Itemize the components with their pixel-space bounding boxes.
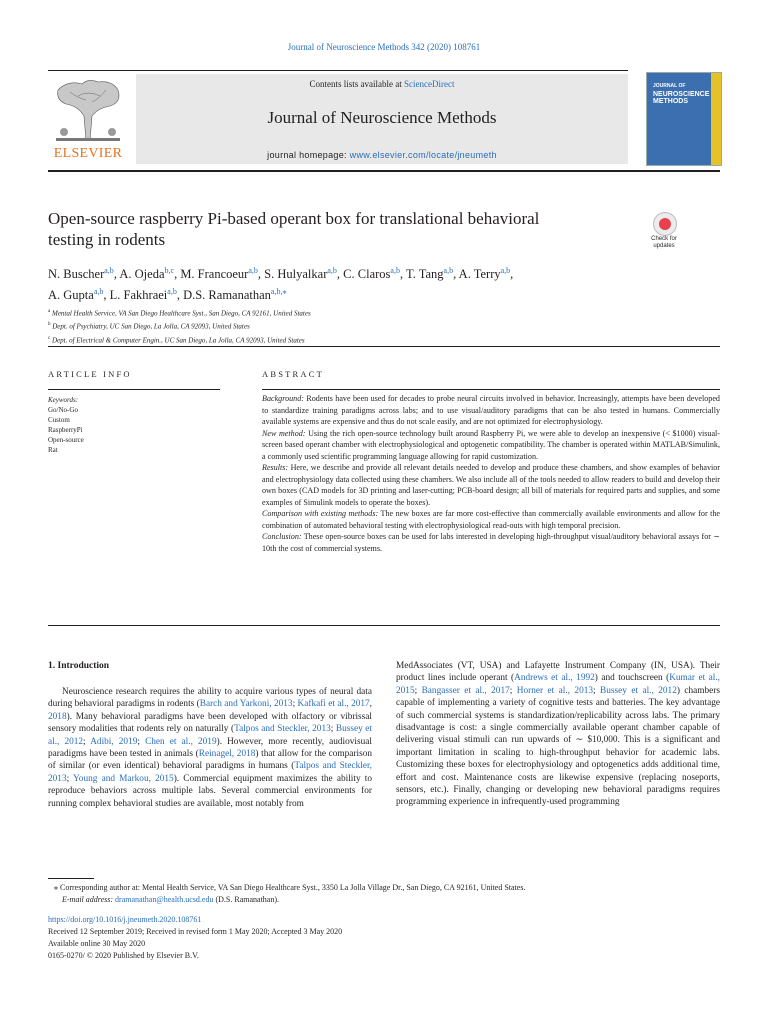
body-text: ; xyxy=(137,736,146,747)
body-text: ; xyxy=(83,736,91,747)
affiliation-item: $^b$ Dept. of Psychiatry, UC San Diego, La Jolla, CA 92093, United States xyxy=(48,322,250,331)
journal-title: Journal of Neuroscience Methods xyxy=(267,108,497,127)
body-text: ) chambers capable of implementing a variety of cognitive tests and batteries. The key advantage of such commercial systems is standardization/replicability across labs. The primary disadvantage is cost: a single commercially available operant chamber capable of delivering visual stimuli can run upwards of ∼ $10,000. This is a significant and important limitation in scaling to high-throughput behavior for academic labs. Customizing these boxes for electrophysiology and optogenetics adds additional time, effort and cost. Maintenance costs are likewise expensive (replacing noseports, sensors, etc.). Finally, changing or developing new behavioral paradigms requires programming experience in infrequently-used programming xyxy=(396,685,720,808)
citation-link[interactable]: Andrews et al., 1992 xyxy=(514,673,595,684)
abstract-results: Results: Here, we describe and provide all relevant details needed to develop and produce these chambers, and show examples of behavior and electrophysiology data collected using these chambers. We also include all of the tools needed to allow readers to build and develop their own boxes (CAD models for 3D printing and laser-cutting; PCB-board design; all bill of materials for required parts and supplies, and some examples of Simulink models to operate the boxes). xyxy=(262,463,720,507)
body-text: , xyxy=(369,699,372,710)
author-name[interactable]: A. Terry xyxy=(458,267,501,282)
body-text: ). Many behavioral paradigms have been developed with olfactory or vibrissal sensory modalities that rodents rely on naturally ( xyxy=(48,711,372,735)
author-list: N. Buscher$^{a,b}$, A. Ojeda$^{b,c}$, M. Francoeur$^{a,b}$, S. Hulyalkar$^{a,b}$, C. Claros$^{a,b}$, T. Tang$^{a,b}$, A. Terry$^{a,b}$, A. Gupta$^{a,b}$, L. Fakhraei$^{a,b}$, D.S. Ramanathan$^{a,b,⁎}$ xyxy=(48,266,514,303)
keyword-item: Go/No-Go xyxy=(48,406,78,414)
abstract-new-method: New method: Using the rich open-source technology built around Raspberry Pi, we were able to develop an inexpensive (< $1000) visual-screen based operant chamber with electrophysiological and optogenetic compatibility. The chamber is operated within MATLAB/Simulink, a commonly used scientific programming language allowing for rapid customization. xyxy=(262,428,720,461)
citation-link[interactable]: Bussey et al., 2012 xyxy=(48,724,372,747)
cover-stripe xyxy=(711,73,721,165)
citation-link[interactable]: Talpos and Steckler, 2013 xyxy=(48,761,372,784)
journal-homepage-line xyxy=(136,150,628,160)
corresponding-author-text: ⁎ Corresponding author at: Mental Health Service, VA San Diego Healthcare Syst., 3350 La Jolla Village Dr., San Diego, CA 92161, United States. xyxy=(54,883,526,892)
cover-line-3: METHODS xyxy=(653,98,688,105)
citation-link[interactable]: Kafkafi et al., 2017 xyxy=(297,699,370,710)
body-text: ). However, more recently, audiovisual paradigms have been tested in animals ( xyxy=(48,736,372,760)
keyword-item: Rat xyxy=(48,446,58,454)
cover-title xyxy=(653,83,711,106)
title-line-2: testing in rodents xyxy=(48,230,166,249)
abstract-comparison: Comparison with existing methods: The new boxes are far more cost-effective than commercially available environments and allow for the combination of automated behavioral testing with electrophysiological read-outs with high temporal precision. xyxy=(262,509,720,530)
author-affiliation-mark[interactable]: a,b,⁎ xyxy=(270,287,287,297)
title-line-1: Open-source raspberry Pi-based operant box for translational behavioral xyxy=(48,209,540,228)
citation-link[interactable]: Kumar et al., 2015 xyxy=(396,673,720,696)
author-affiliation-mark[interactable]: a,b xyxy=(443,266,454,275)
citation-link[interactable]: Bussey et al., 2012 xyxy=(600,685,677,696)
sciencedirect-link[interactable]: ScienceDirect xyxy=(404,79,455,89)
author-affiliation-mark[interactable]: a,b xyxy=(104,266,114,275)
keyword-item: Custom xyxy=(48,416,70,424)
author-affiliation-mark[interactable]: a,b xyxy=(327,266,337,275)
footnote-rule xyxy=(48,878,94,879)
email-line: E-mail address: dramanathan@health.ucsd.edu (D.S. Ramanathan). xyxy=(62,895,280,904)
doi-link[interactable]: https://doi.org/10.1016/j.jneumeth.2020.108761 xyxy=(48,915,202,924)
paper-title xyxy=(48,208,628,250)
elsevier-tree-icon xyxy=(48,76,128,146)
cover-line-2: NEUROSCIENCE xyxy=(653,90,710,98)
contents-available-line xyxy=(136,79,628,89)
citation-link[interactable]: Young and Markou, 2015 xyxy=(73,773,174,784)
body-text: Neuroscience research requires the ability to acquire various types of neural data during behavioral paradigms in rodents ( xyxy=(48,687,372,710)
publication-info xyxy=(48,914,720,962)
affiliation-item: $^c$ Dept. of Electrical & Computer Engin., UC San Diego, La Jolla, CA 92093, United States xyxy=(48,335,305,344)
body-text: ; xyxy=(593,685,601,696)
abstract-bottom-rule xyxy=(48,625,720,626)
email-link[interactable]: dramanathan@health.ucsd.edu xyxy=(115,895,214,904)
check-updates-icon xyxy=(653,212,677,236)
body-text: ; xyxy=(330,724,336,735)
homepage-link[interactable]: www.elsevier.com/locate/jneumeth xyxy=(349,150,497,160)
cover-line-1: JOURNAL OF xyxy=(653,83,686,89)
available-online: Available online 30 May 2020 xyxy=(48,939,146,948)
introduction-heading: 1. Introduction xyxy=(48,661,110,671)
affiliation-item: $^a$ Mental Health Service, VA San Diego Healthcare Syst., San Diego, CA 92161, United States xyxy=(48,309,311,318)
body-text: ). Commercial equipment maximizes the ability to reproduce behaviors across multiple labs. Several commercial environments for running complex behavioral studies are available, most notably from xyxy=(48,773,373,809)
contents-prefix: Contents lists available at xyxy=(309,79,404,89)
abstract-body xyxy=(262,393,720,554)
received-dates: Received 12 September 2019; Received in revised form 1 May 2020; Accepted 3 May 2020 xyxy=(48,927,343,936)
author-name[interactable]: N. Buscher xyxy=(48,267,105,282)
author-name[interactable]: T. Tang xyxy=(406,267,444,282)
affiliation-list xyxy=(48,306,688,346)
author-name[interactable]: L. Fakhraei xyxy=(109,288,168,303)
keywords-label: Keywords: xyxy=(48,396,79,404)
check-for-updates-badge[interactable] xyxy=(644,212,684,256)
body-text: ; xyxy=(292,699,298,710)
abstract-background: Background: Rodents have been used for decades to probe neural circuits involved in behavior. Increasingly, attempts have been developed to standardize training paradigms across labs; and to use visual/auditory paradigms that can be also tested in humans. Commercially available systems are expensive and thus do not scale easily, and are not optimized for electrophysiology. xyxy=(262,394,720,426)
citation-link[interactable]: Chen et al., 2019 xyxy=(145,736,217,747)
author-affiliation-mark[interactable]: a,b xyxy=(93,287,104,297)
elsevier-wordmark: ELSEVIER xyxy=(53,146,123,161)
journal-cover-image[interactable] xyxy=(646,72,722,166)
copyright: 0165-0270/ © 2020 Published by Elsevier B.V. xyxy=(48,951,199,960)
author-name[interactable]: C. Claros xyxy=(343,267,391,282)
article-info-heading: ARTICLE INFO xyxy=(48,369,132,379)
body-text: ; xyxy=(66,773,74,784)
author-affiliation-mark[interactable]: a,b xyxy=(500,266,511,275)
body-text: ) that allow for the comparison of similar (or even identical) behavioral paradigms in humans ( xyxy=(48,749,373,772)
citation-link[interactable]: Barch and Yarkoni, 2013 xyxy=(199,699,293,710)
body-text: ; xyxy=(509,685,517,696)
keyword-item: Open-source xyxy=(48,436,84,444)
abstract-heading: ABSTRACT xyxy=(262,369,324,379)
introduction-right-column xyxy=(396,660,720,809)
body-text: ) and touchscreen ( xyxy=(594,673,670,684)
citation-link[interactable]: Adibi, 2019 xyxy=(90,736,138,747)
homepage-prefix: journal homepage: xyxy=(267,150,350,160)
keyword-list xyxy=(48,405,220,455)
keyword-item: RaspberryPi xyxy=(48,426,83,434)
article-info-rule xyxy=(48,389,220,390)
author-affiliation-mark[interactable]: b,c xyxy=(164,266,175,275)
body-text: ; xyxy=(414,685,422,696)
author-affiliation-mark[interactable]: a,b xyxy=(248,266,258,275)
author-name[interactable]: D.S. Ramanathan xyxy=(183,288,271,303)
corresponding-author-footnote xyxy=(48,882,720,906)
citation-link[interactable]: 2018 xyxy=(48,711,67,722)
author-name[interactable]: S. Hulyalkar xyxy=(264,267,328,282)
author-name[interactable]: A. Gupta xyxy=(48,288,94,303)
author-affiliation-mark[interactable]: a,b xyxy=(167,287,177,297)
citation-link[interactable]: Talpos and Steckler, 2013 xyxy=(234,724,331,735)
citation-link[interactable]: Bangasser et al., 2017 xyxy=(421,685,510,696)
author-name[interactable]: A. Ojeda xyxy=(119,267,165,282)
citation-link[interactable]: Reinagel, 2018 xyxy=(198,749,256,760)
citation-link[interactable]: Horner et al., 2013 xyxy=(516,685,594,696)
body-text: MedAssociates (VT, USA) and Lafayette Instrument Company (IN, USA). Their product lines include operant ( xyxy=(396,661,720,684)
check-updates-label: Check for updates xyxy=(651,236,677,249)
author-affiliation-mark[interactable]: a,b xyxy=(390,266,400,275)
header-bottom-rule xyxy=(48,170,720,172)
keywords-block xyxy=(48,395,220,455)
affiliations-rule xyxy=(48,346,720,347)
header-top-rule xyxy=(48,70,628,71)
author-name[interactable]: M. Francoeur xyxy=(180,267,249,282)
introduction-left-column xyxy=(48,686,372,810)
abstract-conclusion: Conclusion: These open-source boxes can be used for labs interested in developing high-throughput visual/auditory behavioral assays for ∼ 10th the cost of commercial systems. xyxy=(262,532,720,553)
journal-reference[interactable]: Journal of Neuroscience Methods 342 (2020) 108761 xyxy=(287,42,481,52)
abstract-rule xyxy=(262,389,720,390)
elsevier-logo[interactable] xyxy=(48,76,128,162)
